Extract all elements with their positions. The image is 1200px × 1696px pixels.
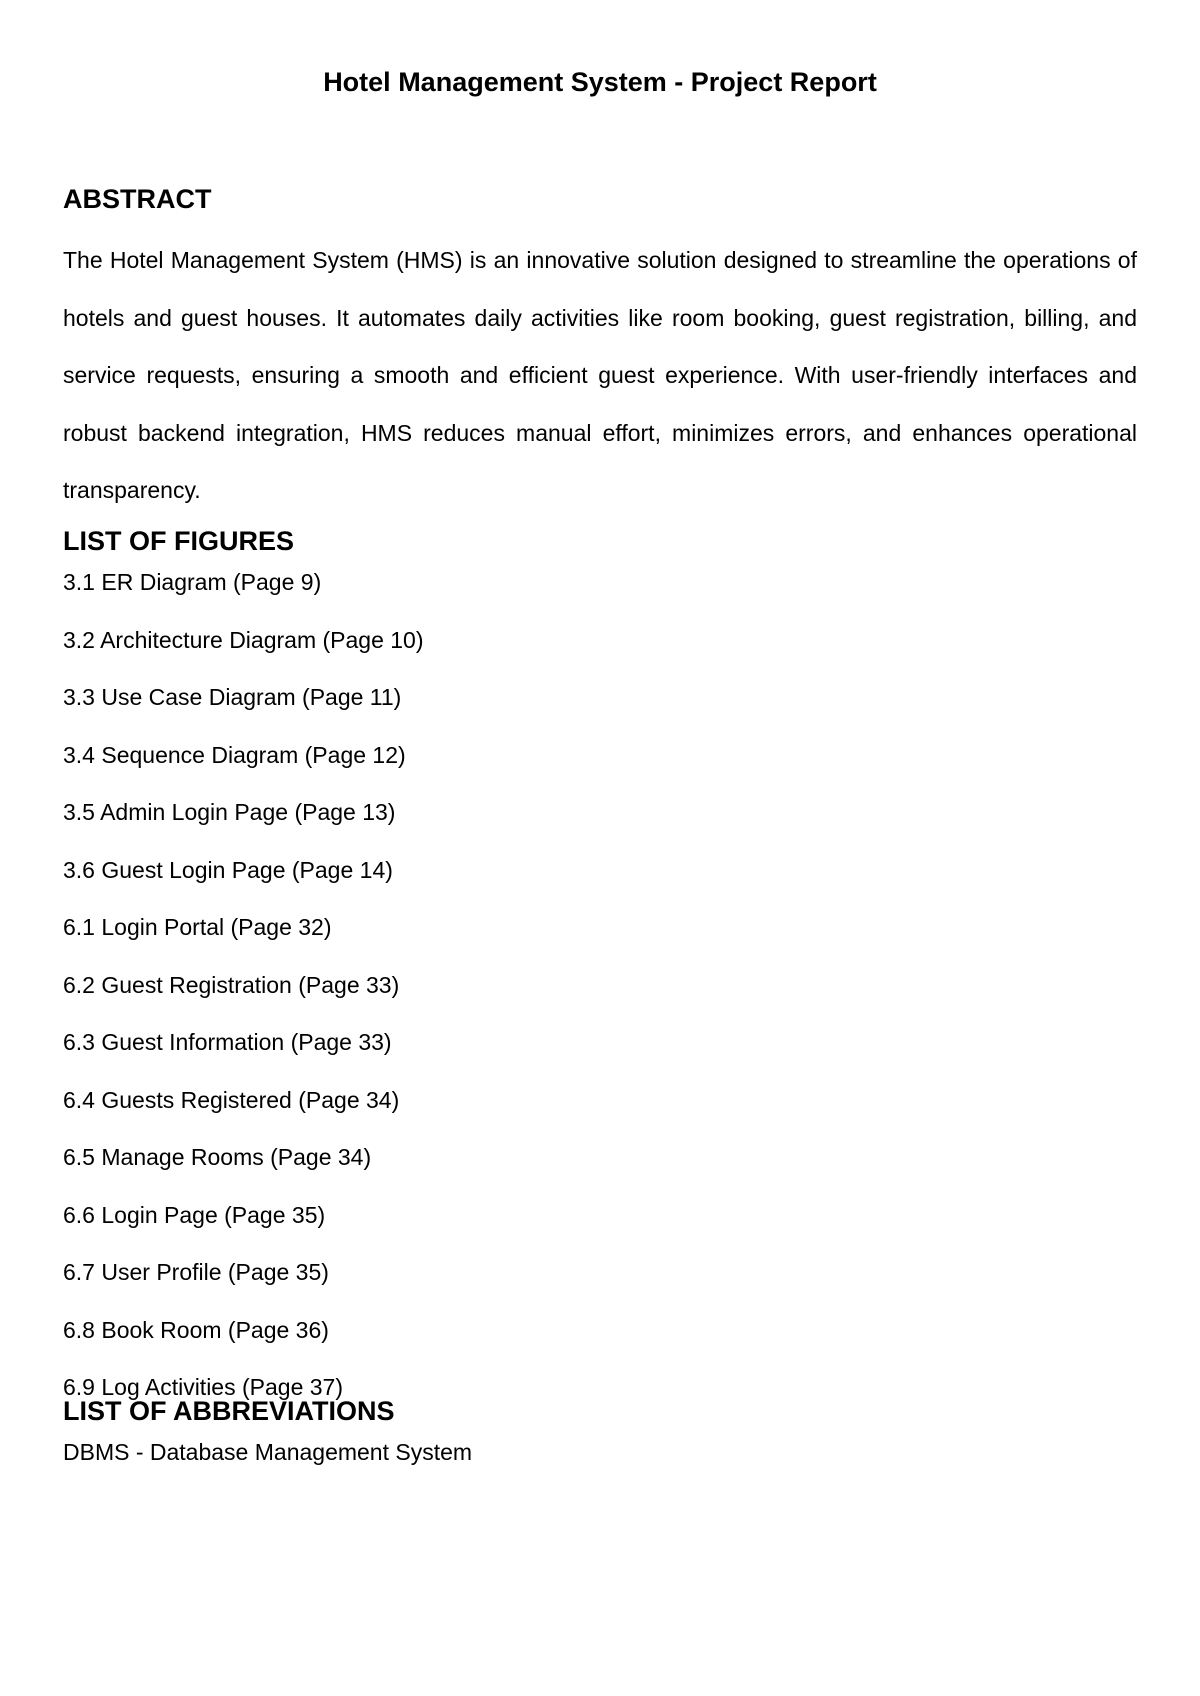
figure-item: 6.4 Guests Registered (Page 34) bbox=[63, 1086, 400, 1113]
abbreviation-item: DBMS - Database Management System bbox=[63, 1439, 473, 1465]
figure-item: 3.4 Sequence Diagram (Page 12) bbox=[63, 741, 406, 768]
figures-list bbox=[63, 566, 424, 1429]
figure-item: 3.1 ER Diagram (Page 9) bbox=[63, 569, 322, 595]
abstract-text: The Hotel Management System (HMS) is an innovative solution designed to streamline the operations of hotels and guest houses. It automates daily activities like room booking, guest registration, billing, and service requests, ensuring a smooth and efficient guest experience. With user-friendly interfaces and robust backend integration, HMS reduces manual effort, minimizes errors, and enhances operational transparency. bbox=[63, 247, 1137, 503]
figure-item: 6.5 Manage Rooms (Page 34) bbox=[63, 1144, 372, 1170]
document-title: Hotel Management System - Project Report bbox=[323, 67, 877, 97]
figure-item: 6.3 Guest Information (Page 33) bbox=[63, 1029, 392, 1055]
figure-item: 3.6 Guest Login Page (Page 14) bbox=[63, 856, 393, 883]
figure-item: 3.5 Admin Login Page (Page 13) bbox=[63, 799, 396, 825]
figure-item: 6.6 Login Page (Page 35) bbox=[63, 1201, 326, 1228]
figure-item: 6.8 Book Room (Page 36) bbox=[63, 1316, 329, 1343]
figure-item: 6.1 Login Portal (Page 32) bbox=[63, 914, 332, 940]
figure-item: 6.7 User Profile (Page 35) bbox=[63, 1259, 329, 1285]
abbreviations-heading: LIST OF ABBREVIATIONS bbox=[63, 1396, 395, 1426]
figure-item: 3.3 Use Case Diagram (Page 11) bbox=[63, 684, 402, 710]
abbreviations-list bbox=[63, 1436, 472, 1494]
figure-item: 6.2 Guest Registration (Page 33) bbox=[63, 971, 400, 998]
abstract-heading: ABSTRACT bbox=[63, 184, 212, 214]
figure-item: 6.9 Log Activities (Page 37) bbox=[63, 1374, 343, 1400]
figure-item: 3.2 Architecture Diagram (Page 10) bbox=[63, 626, 424, 653]
figures-heading: LIST OF FIGURES bbox=[63, 526, 295, 556]
